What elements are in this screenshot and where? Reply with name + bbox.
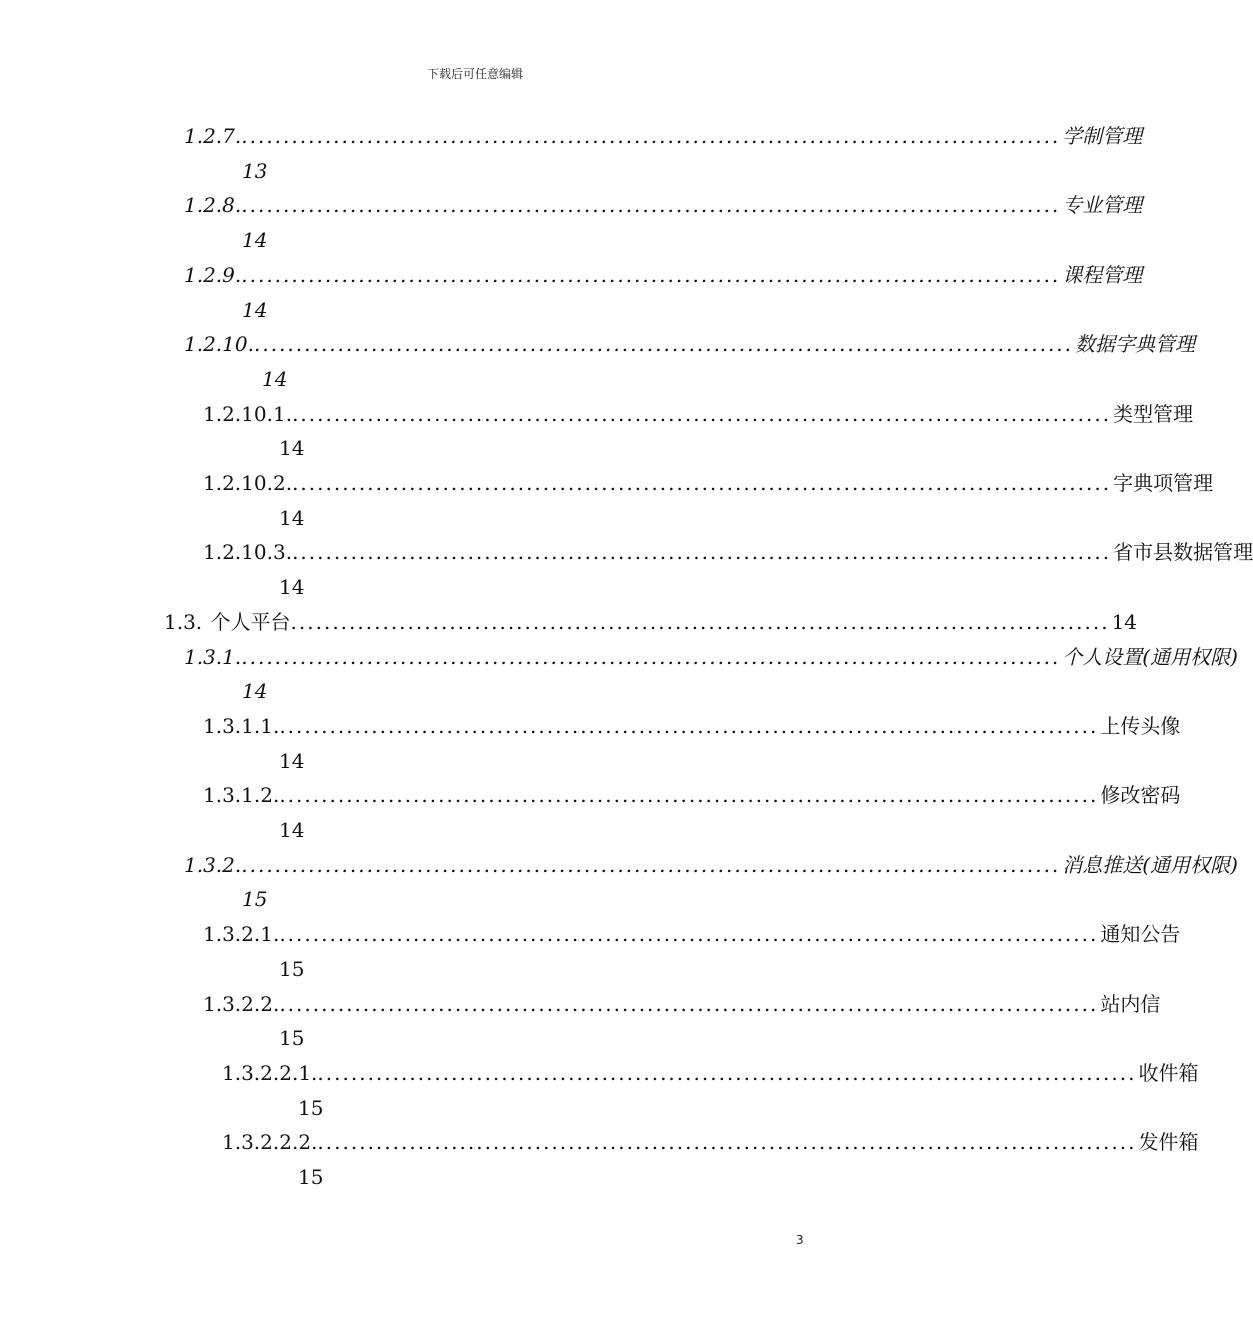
toc-entry[interactable] [184,121,1143,151]
toc-entry-title: 省市县数据管理 [1113,540,1253,565]
toc-entry[interactable] [203,399,1194,429]
toc-entry-number: 1.2.10.1. [203,401,293,426]
toc-entry[interactable] [222,1127,1199,1157]
toc-dot-leader: .................................................................................................. [292,540,1112,565]
toc-entry-page: 14 [262,366,288,391]
toc-entry-number: 1.3.2.2.2. [222,1130,318,1155]
toc-entry[interactable] [164,607,1138,637]
toc-entry-title: 修改密码 [1100,783,1181,808]
toc-dot-leader: .................................................................................................. [279,991,1099,1016]
toc-entry[interactable] [203,537,1253,567]
toc-entry[interactable] [184,190,1143,220]
toc-entry-page: 13 [242,158,268,183]
toc-entry-number: 1.3. 个人平台 [164,609,291,634]
toc-entry-number: 1.2.9. [184,262,242,287]
toc-dot-leader: .................................................................................................. [292,471,1112,495]
toc-entry-page: 15 [298,1095,324,1120]
toc-entry-number: 1.3.2.1. [203,922,280,947]
toc-entry[interactable] [184,850,1238,880]
toc-entry-page: 14 [1111,609,1138,634]
toc-entry-title: 类型管理 [1113,401,1194,426]
toc-entry-number: 1.2.10.3. [203,540,293,565]
toc-entry-page: 15 [279,956,305,981]
toc-entry-page: 14 [279,436,305,461]
toc-entry-number: 1.3.2.2.1. [222,1060,318,1085]
toc-entry-title: 学制管理 [1062,124,1143,148]
toc-entry-number: 1.3.1.1. [203,713,280,738]
toc-entry[interactable] [203,989,1161,1019]
toc-entry-number: 1.2.10.2. [203,471,293,495]
toc-entry-title: 站内信 [1100,991,1161,1016]
toc-entry-title: 数据字典管理 [1075,332,1196,357]
toc-dot-leader: .................................................................................................. [241,262,1061,287]
toc-entry[interactable] [203,780,1181,810]
toc-entry-page: 15 [298,1165,324,1189]
toc-entry-number: 1.2.8. [184,193,242,218]
toc-entry-title: 专业管理 [1062,193,1143,218]
toc-entry[interactable] [203,711,1181,741]
page-header: 下载后可任意编辑 [426,67,523,81]
toc-dot-leader: .................................................................................................. [241,852,1061,877]
page-number: 3 [796,1233,804,1247]
toc-entry-title: 通知公告 [1100,922,1181,947]
toc-entry[interactable] [184,642,1238,672]
toc-dot-leader: .................................................................................................. [241,193,1061,218]
toc-entry[interactable] [203,468,1214,498]
toc-entry-title: 消息推送(通用权限) [1062,852,1238,877]
toc-entry-title: 个人平台 [204,609,291,634]
toc-entry[interactable] [222,1058,1199,1088]
toc-entry-page: 15 [242,887,268,912]
toc-entry-number: 1.2.7. [184,124,242,148]
toc-entry-page: 14 [279,748,305,773]
toc-dot-leader: .................................................................................................. [241,124,1061,148]
toc-entry-title: 个人设置(通用权限) [1062,644,1238,669]
toc-entry-title: 收件箱 [1138,1060,1199,1085]
toc-dot-leader: .................................................................................................. [317,1060,1137,1085]
toc-dot-leader: .................................................................................................. [279,713,1099,738]
toc-entry-title: 字典项管理 [1113,471,1214,495]
toc-dot-leader: .................................................................................................. [290,609,1110,634]
toc-entry-number: 1.3.2. [184,852,242,877]
toc-entry-page: 14 [279,818,305,842]
toc-entry-title: 发件箱 [1138,1130,1199,1155]
toc-entry-title: 课程管理 [1062,262,1143,287]
toc-dot-leader: .................................................................................................. [253,332,1074,357]
toc-dot-leader: .................................................................................................. [292,401,1112,426]
toc-entry-page: 14 [279,575,305,600]
toc-entry-page: 14 [242,679,268,704]
toc-entry-page: 14 [242,297,268,322]
toc-entry[interactable] [184,260,1143,290]
toc-entry-page: 14 [279,505,305,530]
toc-dot-leader: .................................................................................................. [279,922,1099,947]
toc-dot-leader: .................................................................................................. [279,783,1099,808]
toc-entry[interactable] [184,329,1196,359]
toc-entry-number: 1.3.2.2. [203,991,280,1016]
toc-entry-number: 1.3.1. [184,644,242,669]
toc-entry-number: 1.2.10. [184,332,254,357]
toc-dot-leader: .................................................................................................. [317,1130,1137,1155]
toc-entry-page: 15 [279,1026,305,1051]
toc-entry[interactable] [203,919,1181,949]
toc-entry-page: 14 [242,228,268,253]
toc-dot-leader: .................................................................................................. [241,644,1061,669]
toc-entry-number: 1.3.1.2. [203,783,280,808]
toc-entry-title: 上传头像 [1100,713,1181,738]
